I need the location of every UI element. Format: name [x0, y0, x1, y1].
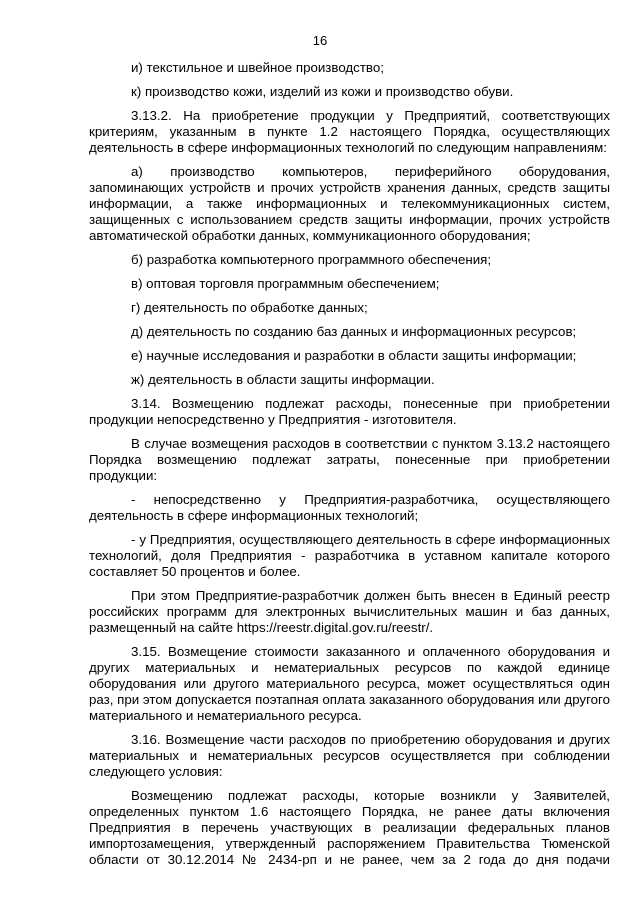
paragraph-item-i: и) текстильное и швейное производство; — [131, 60, 384, 75]
paragraph-compensation: Возмещению подлежат расходы, которые возникли у Заявителей, определенных пунктом 1.6 настоящего Порядка, не ранее даты включения Предприятия в перечень участвующих в реализации федеральных планов импортозамещения, утвержденный распоряжением Правительства Тюменской области от 30.12.2014 № 2434-рп и не ранее, чем за 2 года до дня подачи — [89, 788, 610, 867]
paragraph-item-g: г) деятельность по обработке данных; — [131, 300, 368, 315]
paragraph-item-b: б) разработка компьютерного программного обеспечения; — [131, 252, 492, 267]
page-number: 16 — [312, 33, 328, 48]
paragraph-3-14: 3.14. Возмещению подлежат расходы, понесенные при приобретении продукции непосредственно у Предприятия - изготовителя. — [89, 396, 610, 427]
paragraph-item-k: к) производство кожи, изделий из кожи и производство обуви. — [131, 84, 514, 99]
paragraph-registry: При этом Предприятие-разработчик должен быть внесен в Единый реестр российских программ для электронных вычислительных машин и баз данных, размещенный на сайте https://reestr.digital.gov.ru/reestr/. — [89, 588, 610, 635]
paragraph-case-3-13-2: В случае возмещения расходов в соответствии с пунктом 3.13.2 настоящего Порядка возмещению подлежат затраты, понесенные при приобретении продукции: — [89, 436, 610, 483]
paragraph-3-15: 3.15. Возмещение стоимости заказанного и оплаченного оборудования и других материальных и нематериальных ресурсов по каждой единице оборудования или другого материального ресурса, может осуществляться один раз, при этом допускается поэтапная оплата заказанного оборудования или другого материального и нематериального ресурса. — [89, 644, 610, 723]
paragraph-item-zh: ж) деятельность в области защиты информации. — [131, 372, 435, 387]
paragraph-item-e: е) научные исследования и разработки в области защиты информации; — [131, 348, 577, 363]
paragraph-dash-developer: - непосредственно у Предприятия-разработчика, осуществляющего деятельность в сфере информационных технологий; — [89, 492, 610, 523]
paragraph-item-a: а) производство компьютеров, периферийного оборудования, запоминающих устройств и прочих устройств хранения данных, средств защиты информации, а также информационных и телекоммуникационных систем, защищенных с использованием средств защиты информации, прочих устройств автоматической обработки данных, коммуникационного оборудования; — [89, 164, 610, 243]
paragraph-3-16: 3.16. Возмещение части расходов по приобретению оборудования и других материальных и нематериальных ресурсов осуществляется при соблюдении следующего условия: — [89, 732, 610, 779]
paragraph-item-v: в) оптовая торговля программным обеспечением; — [131, 276, 440, 291]
paragraph-dash-share: - у Предприятия, осуществляющего деятельность в сфере информационных технологий, доля Предприятия - разработчика в уставном капитале которого составляет 50 процентов и более. — [89, 532, 610, 579]
paragraph-item-d: д) деятельность по созданию баз данных и информационных ресурсов; — [131, 324, 577, 339]
document-body — [89, 60, 610, 876]
paragraph-3-13-2: 3.13.2. На приобретение продукции у Предприятий, соответствующих критериям, указанным в пункте 1.2 настоящего Порядка, осуществляющих деятельность в сфере информационных технологий по следующим направлениям: — [89, 108, 610, 155]
